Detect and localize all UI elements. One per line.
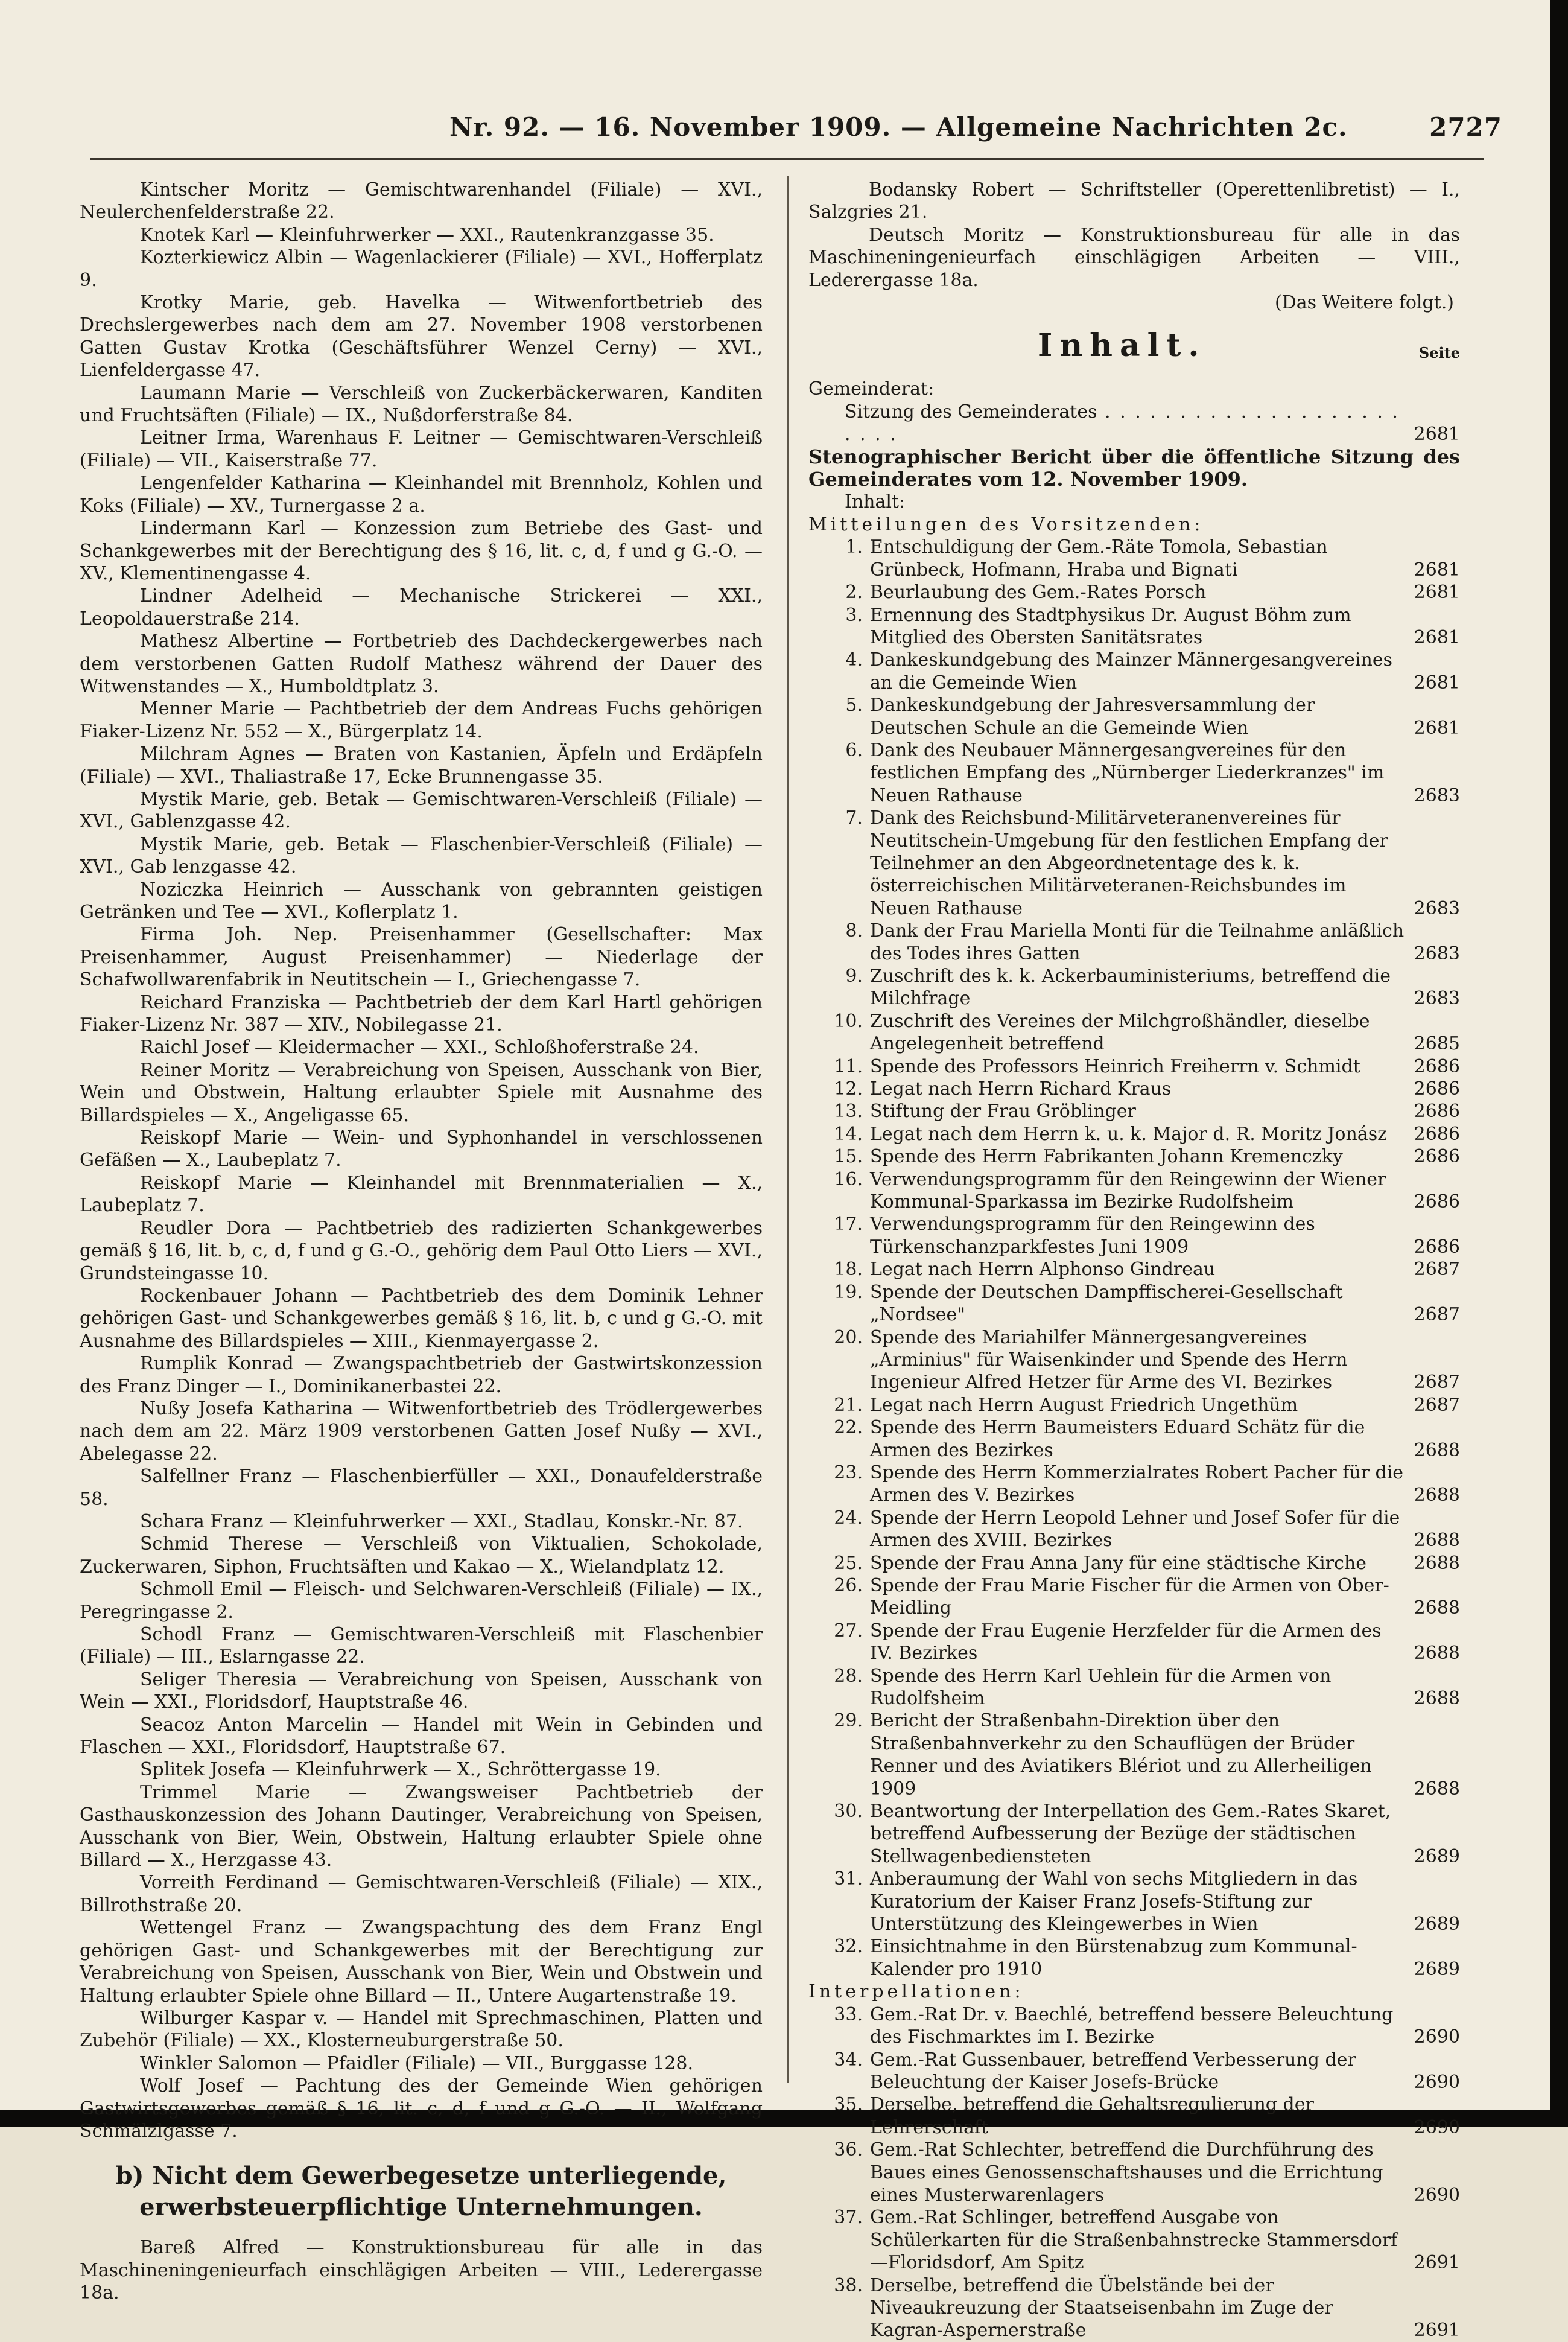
- left-column: [80, 179, 763, 2305]
- business-register-list: [80, 179, 763, 2142]
- toc-item-page: 2689: [1414, 1958, 1460, 1980]
- toc-item-page: 2687: [1414, 1394, 1460, 1416]
- toc-item-text: Verwendungsprogramm für den Reingewinn der Wiener Kommunal-Sparkassa im Bezirke Rudolfsheim: [870, 1168, 1386, 1213]
- toc-item-number: 21.: [834, 1394, 863, 1416]
- toc-item-number: 38.: [834, 2274, 863, 2296]
- toc-item[interactable]: [808, 1168, 1460, 1214]
- toc-item-number: 2.: [845, 582, 863, 603]
- register-entry: Krotky Marie, geb. Havelka — Witwenfortbetrieb des Drechslergewerbes nach dem am 27. November 1908 verstorbenen Gatten Gustav Krotka (Geschäftsführer Wenzel Cerny) — XVI., Lienfeldergasse 47.: [80, 292, 763, 381]
- toc-item-page: 2688: [1414, 1597, 1460, 1619]
- register-entry: Wettengel Franz — Zwangspachtung des dem Franz Engl gehörigen Gast- und Schankgewerbes mit der Berechtigung zur Verabreichung von Speisen, Ausschank von Bier, Wein und Obstwein und Haltung erlaubter Spiele ohne Billard — II., Untere Augartenstraße 19.: [80, 1917, 763, 2006]
- toc-item-page: 2681: [1414, 717, 1460, 739]
- register-entry: Leitner Irma, Warenhaus F. Leitner — Gemischtwaren-Verschleiß (Filiale) — VII., Kaiserstraße 77.: [80, 427, 763, 471]
- toc-item-text: Zuschrift des k. k. Ackerbauministeriums, betreffend die Milchfrage: [870, 966, 1391, 1010]
- register-entry: Schmoll Emil — Fleisch- und Selchwaren-Verschleiß (Filiale) — IX., Peregringasse 2.: [80, 1579, 763, 1623]
- toc-item-number: 7.: [845, 807, 863, 829]
- toc-item-page: 2686: [1414, 1146, 1460, 1168]
- toc-item-number: 33.: [834, 2003, 863, 2025]
- register-entry: Kozterkiewicz Albin — Wagenlackierer (Filiale) — XVI., Hofferplatz 9.: [80, 247, 763, 291]
- register-entry: Trimmel Marie — Zwangsweiser Pachtbetrieb der Gasthauskonzession des Johann Dautinger, Verabreichung von Speisen, Ausschank von Bier, Wein, Obstwein, Haltung erlaubter Spiele ohne Billard — X., Herzgasse 43.: [80, 1781, 763, 1871]
- toc-interpellationen-list: [808, 2003, 1460, 2342]
- register-entry: Rumplik Konrad — Zwangspachtbetrieb der Gastwirtskonzession des Franz Dinger — I., Dominikanerbastei 22.: [80, 1353, 763, 1397]
- register-entry: Reiner Moritz — Verabreichung von Speisen, Ausschank von Bier, Wein und Obstwein, Haltung erlaubter Spiele mit Ausnahme des Billardspieles — X., Angeligasse 65.: [80, 1059, 763, 1126]
- toc-item[interactable]: [808, 1010, 1460, 1055]
- toc-item-page: 2688: [1414, 1778, 1460, 1799]
- toc-item-text: Legat nach Herrn Richard Kraus: [870, 1078, 1172, 1100]
- toc-item-text: Spende des Herrn Baumeisters Eduard Schätz für die Armen des Bezirkes: [870, 1417, 1365, 1461]
- toc-item-page: 2686: [1414, 1123, 1460, 1145]
- toc-item-number: 25.: [834, 1552, 863, 1574]
- column-separator: [787, 176, 789, 2083]
- toc-item-number: 5.: [845, 695, 863, 716]
- toc-item-number: 17.: [834, 1214, 863, 1235]
- toc-item-number: 19.: [834, 1281, 863, 1303]
- toc-item[interactable]: [808, 965, 1460, 1010]
- toc-item-number: 20.: [834, 1326, 863, 1348]
- register-entry: Schmid Therese — Verschleiß von Viktualien, Schokolade, Zuckerwaren, Siphon, Fruchtsäften und Kakao — X., Wielandplatz 12.: [80, 1533, 763, 1577]
- toc-item[interactable]: [808, 1710, 1460, 1800]
- toc-item-text: Dank der Frau Mariella Monti für die Teilnahme anläßlich des Todes ihres Gatten: [870, 920, 1405, 964]
- toc-item-number: 22.: [834, 1417, 863, 1439]
- toc-item-number: 32.: [834, 1936, 863, 1958]
- toc-item-number: 11.: [834, 1055, 863, 1077]
- toc-item[interactable]: [808, 1800, 1460, 1868]
- toc-item-text: Gem.-Rat Schlechter, betreffend die Durchführung des Baues eines Genossenschaftshauses und die Errichtung eines Musterwarenlagers: [870, 2139, 1383, 2206]
- toc-item-page: 2687: [1414, 1304, 1460, 1326]
- toc-item-text: Derselbe, betreffend die Gehaltsregulierung der Lehrerschaft: [870, 2094, 1314, 2138]
- toc-item-page: 2683: [1414, 943, 1460, 964]
- toc-item-number: 8.: [845, 920, 863, 942]
- register-entry: Bareß Alfred — Konstruktionsbureau für alle in das Maschineningenieurfach einschlägigen Arbeiten — VIII., Lederergasse 18a.: [80, 2237, 763, 2304]
- continued-note: (Das Weitere folgt.): [1274, 292, 1454, 314]
- toc-item[interactable]: [808, 581, 1460, 603]
- page-header: [0, 107, 1514, 150]
- toc-item[interactable]: [808, 1416, 1460, 1462]
- toc-item[interactable]: [808, 1055, 1460, 1078]
- toc-item[interactable]: [808, 1574, 1460, 1620]
- right-column: [808, 179, 1460, 2342]
- toc-header: [808, 327, 1460, 377]
- toc-item[interactable]: [808, 604, 1460, 649]
- toc-item-page: 2686: [1414, 1078, 1460, 1100]
- toc-item-text: Verwendungsprogramm für den Reingewinn des Türkenschanzparkfestes Juni 1909: [870, 1214, 1315, 1258]
- toc-item-number: 14.: [834, 1123, 863, 1145]
- toc-item-page: 2686: [1414, 1055, 1460, 1077]
- toc-item-number: 24.: [834, 1507, 863, 1529]
- toc-inhalt-label: Inhalt:: [845, 491, 906, 513]
- toc-item[interactable]: [808, 1868, 1460, 1935]
- toc-item[interactable]: [808, 1507, 1460, 1552]
- toc-item-number: 34.: [834, 2049, 863, 2070]
- toc-item[interactable]: [808, 1281, 1460, 1326]
- toc-item-text: Dankeskundgebung des Mainzer Männergesangvereines an die Gemeinde Wien: [870, 649, 1392, 693]
- toc-item[interactable]: [808, 1935, 1460, 1981]
- toc-item-text: Entschuldigung der Gem.-Räte Tomola, Sebastian Grünbeck, Hofmann, Hraba und Bignati: [870, 536, 1328, 581]
- toc-item[interactable]: [808, 1665, 1460, 1710]
- toc-item-text: Anberaumung der Wahl von sechs Mitgliedern in das Kuratorium der Kaiser Franz Josefs-Stiftung zur Unterstützung des Kleingewerbes in Wien: [870, 1868, 1358, 1935]
- toc-mitteilungen-list: [808, 536, 1460, 1981]
- toc-item[interactable]: [808, 2049, 1460, 2094]
- toc-item[interactable]: [808, 1462, 1460, 1507]
- toc-item-number: 35.: [834, 2094, 863, 2116]
- register-entry: Reiskopf Marie — Kleinhandel mit Brennmaterialien — X., Laubeplatz 7.: [80, 1172, 763, 1217]
- toc-item-number: 23.: [834, 1462, 863, 1483]
- toc-item[interactable]: [808, 2093, 1460, 2139]
- toc-item-page: 2688: [1414, 1530, 1460, 1551]
- toc-item-text: Einsichtnahme in den Bürstenabzug zum Kommunal-Kalender pro 1910: [870, 1936, 1357, 1980]
- header-title: Nr. 92. — 16. November 1909. — Allgemeine Nachrichten 2c.: [449, 112, 1348, 142]
- toc-item-number: 15.: [834, 1146, 863, 1168]
- register-entry: Noziczka Heinrich — Ausschank von gebrannten geistigen Getränken und Tee — XVI., Koflerplatz 1.: [80, 879, 763, 923]
- toc-mitteilungen-label: Mitteilungen des Vorsitzenden:: [808, 514, 1204, 535]
- toc-item-text: Derselbe, betreffend die Übelstände bei der Niveaukreuzung der Staatseisenbahn im Zuge der Kagran-Aspernerstraße: [870, 2274, 1333, 2341]
- toc-item-text: Legat nach Herrn August Friedrich Ungethüm: [870, 1394, 1298, 1416]
- toc-item-text: Spende des Herrn Karl Uehlein für die Armen von Rudolfsheim: [870, 1665, 1332, 1709]
- business-register-list-b: [80, 2236, 763, 2304]
- toc-item-text: Spende der Herrn Leopold Lehner und Josef Sofer für die Armen des XVIII. Bezirkes: [870, 1507, 1400, 1551]
- toc-item-page: 2681: [1414, 559, 1460, 581]
- register-entry: Lengenfelder Katharina — Kleinhandel mit Brennholz, Kohlen und Koks (Filiale) — XV., Turnergasse 2 a.: [80, 473, 763, 517]
- toc-item[interactable]: [808, 1078, 1460, 1100]
- toc-interpellationen-label: Interpellationen:: [808, 1981, 1024, 2003]
- toc-item-page: 2689: [1414, 1914, 1460, 1935]
- toc-item-text: Spende der Frau Marie Fischer für die Armen von Ober-Meidling: [870, 1574, 1389, 1619]
- register-entry: Firma Joh. Nep. Preisenhammer (Gesellschafter: Max Preisenhammer, August Preisenhammer) — Niederlage der Schafwollwarenfabrik in Neutitschein — I., Griechengasse 7.: [80, 924, 763, 991]
- toc-item-page: 2691: [1414, 2252, 1460, 2274]
- toc-item[interactable]: [808, 1145, 1460, 1168]
- toc-item-number: 12.: [834, 1078, 863, 1100]
- toc-item-page: 2685: [1414, 1033, 1460, 1055]
- toc-item-text: Legat nach dem Herrn k. u. k. Major d. R. Moritz Jonász: [870, 1123, 1387, 1145]
- toc-item-page: 2681: [1414, 672, 1460, 693]
- toc-item-text: Beurlaubung des Gem.-Rates Porsch: [870, 582, 1207, 603]
- register-entry: Milchram Agnes — Braten von Kastanien, Äpfeln und Erdäpfeln (Filiale) — XVI., Thaliastraße 17, Ecke Brunnengasse 35.: [80, 743, 763, 788]
- toc-item-page: 2687: [1414, 1259, 1460, 1281]
- toc-item-page: 2689: [1414, 1845, 1460, 1867]
- toc-item-page: 2688: [1414, 1439, 1460, 1461]
- toc-item[interactable]: [808, 1123, 1460, 1145]
- toc-item-page: 2687: [1414, 1372, 1460, 1393]
- toc-item-number: 10.: [834, 1010, 863, 1032]
- page-number: 2727: [1429, 112, 1502, 142]
- toc-item-page: 2686: [1414, 1236, 1460, 1258]
- toc-item-text: Beantwortung der Interpellation des Gem.-Rates Skaret, betreffend Aufbesserung der Bezüge der städtischen Stellwagenbediensteten: [870, 1801, 1391, 1867]
- toc-item[interactable]: [808, 1620, 1460, 1665]
- toc-item-page: 2688: [1414, 1484, 1460, 1506]
- toc-item-text: Legat nach Herrn Alphonso Gindreau: [870, 1259, 1216, 1281]
- toc-item-number: 31.: [834, 1868, 863, 1890]
- toc-sitzung-page: 2681: [1414, 424, 1460, 445]
- toc-item-number: 28.: [834, 1665, 863, 1687]
- toc-item-number: 6.: [845, 739, 863, 761]
- register-entry: Reichard Franziska — Pachtbetrieb der dem Karl Hartl gehörigen Fiaker-Lizenz Nr. 387 — XIV., Nobilegasse 21.: [80, 991, 763, 1036]
- toc-item[interactable]: [808, 2139, 1460, 2206]
- toc-item-page: 2690: [1414, 2116, 1460, 2138]
- register-entry: Vorreith Ferdinand — Gemischtwaren-Verschleiß (Filiale) — XIX., Billrothstraße 20.: [80, 1872, 763, 1916]
- toc-sitzung-text: Sitzung des Gemeinderates . . . . . . . . . . . . . . . . . . . . . . . .: [845, 401, 1400, 445]
- register-entry: Bodansky Robert — Schriftsteller (Operettenlibretist) — I., Salzgries 21.: [808, 179, 1460, 223]
- register-entry: Mathesz Albertine — Fortbetrieb des Dachdeckergewerbes nach dem verstorbenen Gatten Rudolf Mathesz während der Dauer des Witwenstandes — X., Humboldtplatz 3.: [80, 631, 763, 697]
- register-entry: Kintscher Moritz — Gemischtwarenhandel (Filiale) — XVI., Neulerchenfelderstraße 22.: [80, 179, 763, 223]
- toc-item-number: 30.: [834, 1801, 863, 1822]
- toc-item-page: 2683: [1414, 897, 1460, 919]
- toc-item-number: 27.: [834, 1620, 863, 1641]
- toc-item[interactable]: [808, 807, 1460, 920]
- toc-item-number: 16.: [834, 1168, 863, 1190]
- register-entry: Laumann Marie — Verschleiß von Zuckerbäckerwaren, Kanditen und Fruchtsäften (Filiale) — IX., Nußdorferstraße 84.: [80, 382, 763, 427]
- toc-item-text: Ernennung des Stadtphysikus Dr. August Böhm zum Mitglied des Obersten Sanitätsrates: [870, 604, 1351, 648]
- toc-title: Inhalt.: [1038, 327, 1207, 364]
- toc-item-text: Bericht der Straßenbahn-Direktion über den Straßenbahnverkehr zu den Schauflügen der Brüder Renner und des Aviatikers Blériot und zu Allerheiligen 1909: [870, 1710, 1372, 1799]
- register-entry: Rockenbauer Johann — Pachtbetrieb des dem Dominik Lehner gehörigen Gast- und Schankgewerbes gemäß § 16, lit. b, c und g G.-O. mit Ausnahme des Billardspieles — XIII., Kienmayergasse 2.: [80, 1285, 763, 1352]
- toc-item-text: Dank des Neubauer Männergesangvereines für den festlichen Empfang des „Nürnberger Liederkranzes" im Neuen Rathause: [870, 739, 1385, 806]
- toc-item[interactable]: [808, 1258, 1460, 1281]
- toc-item-number: 37.: [834, 2207, 863, 2229]
- toc-item[interactable]: [808, 2274, 1460, 2342]
- toc-item-number: 36.: [834, 2139, 863, 2161]
- toc-item-page: 2686: [1414, 1191, 1460, 1213]
- register-entry: Nußy Josefa Katharina — Witwenfortbetrieb des Trödlergewerbes nach dem am 22. März 1909 verstorbenen Gatten Josef Nußy — XVI., Abelegasse 22.: [80, 1398, 763, 1465]
- register-entry: Schodl Franz — Gemischtwaren-Verschleiß mit Flaschenbier (Filiale) — III., Eslarngasse 22.: [80, 1624, 763, 1668]
- register-entry: Schara Franz — Kleinfuhrwerker — XXI., Stadlau, Konskr.-Nr. 87.: [140, 1510, 743, 1532]
- register-entry: Knotek Karl — Kleinfuhrwerker — XXI., Rautenkranzgasse 35.: [140, 224, 714, 246]
- toc-item-text: Spende des Herrn Kommerzialrates Robert Pacher für die Armen des V. Bezirkes: [870, 1462, 1404, 1506]
- toc-item-text: Gem.-Rat Dr. v. Baechlé, betreffend bessere Beleuchtung des Fischmarktes im I. Bezirke: [870, 2003, 1394, 2048]
- toc-item-number: 29.: [834, 1710, 863, 1732]
- register-entry: Raichl Josef — Kleidermacher — XXI., Schloßhoferstraße 24.: [140, 1037, 699, 1058]
- toc-gemeinderat-label: Gemeinderat:: [808, 378, 935, 400]
- toc-item-page: 2688: [1414, 1643, 1460, 1664]
- register-entry: Winkler Salomon — Pfaidler (Filiale) — VII., Burggasse 128.: [140, 2052, 693, 2074]
- toc-item[interactable]: [808, 2003, 1460, 2049]
- toc-item-text: Spende der Deutschen Dampffischerei-Gesellschaft „Nordsee": [870, 1281, 1343, 1326]
- toc-item-page: 2686: [1414, 1101, 1460, 1122]
- toc-item-text: Spende des Herrn Fabrikanten Johann Kremenczky: [870, 1146, 1343, 1168]
- toc-item-page: 2690: [1414, 2184, 1460, 2206]
- header-rule: [90, 158, 1484, 162]
- register-entry: Reudler Dora — Pachtbetrieb des radizierten Schankgewerbes gemäß § 16, lit. b, c, d, f und g G.-O., gehörig dem Paul Otto Liers — XVI., Grundsteingasse 10.: [80, 1217, 763, 1284]
- toc-item-page: 2691: [1414, 2320, 1460, 2341]
- toc-item-number: 13.: [834, 1101, 863, 1122]
- register-entry: Lindermann Karl — Konzession zum Betriebe des Gast- und Schankgewerbes mit der Berechtigung des § 16, lit. c, d, f und g G.-O. — XV., Klementinengasse 4.: [80, 518, 763, 584]
- toc-item[interactable]: [808, 2206, 1460, 2274]
- register-entry: Mystik Marie, geb. Betak — Gemischtwaren-Verschleiß (Filiale) — XVI., Gablenzgasse 42.: [80, 788, 763, 833]
- toc-item[interactable]: [808, 694, 1460, 739]
- toc-item-text: Spende der Frau Anna Jany für eine städtische Kirche: [870, 1552, 1366, 1574]
- toc-item-text: Gem.-Rat Gussenbauer, betreffend Verbesserung der Beleuchtung der Kaiser Josefs-Brücke: [870, 2049, 1356, 2093]
- toc-item-page: 2683: [1414, 784, 1460, 806]
- toc-item-text: Stiftung der Frau Gröblinger: [870, 1101, 1136, 1122]
- toc-item-page: 2690: [1414, 2071, 1460, 2093]
- toc-item-text: Spende des Professors Heinrich Freiherrn v. Schmidt: [870, 1055, 1360, 1077]
- toc-bericht-heading: Stenographischer Bericht über die öffentliche Sitzung des Gemeinderates vom 12. November 1909.: [808, 445, 1460, 491]
- toc-item[interactable]: [808, 1552, 1460, 1574]
- toc-item-page: 2681: [1414, 582, 1460, 603]
- register-entry: Splitek Josefa — Kleinfuhrwerk — X., Schröttergasse 19.: [140, 1759, 661, 1781]
- toc-page-label: Seite: [1418, 344, 1460, 362]
- toc-item-text: Gem.-Rat Schlinger, betreffend Ausgabe von Schülerkarten für die Straßenbahnstrecke Stammersdorf—Floridsdorf, Am Spitz: [870, 2207, 1398, 2274]
- toc-item-page: 2688: [1414, 1552, 1460, 1574]
- toc-item[interactable]: [808, 1394, 1460, 1416]
- toc-item-text: Zuschrift des Vereines der Milchgroßhändler, dieselbe Angelegenheit betreffend: [870, 1010, 1370, 1055]
- register-entry: Reiskopf Marie — Wein- und Syphonhandel in verschlossenen Gefäßen — X., Laubeplatz 7.: [80, 1127, 763, 1171]
- toc-item-text: Spende des Mariahilfer Männergesangvereines „Arminius" für Waisenkinder und Spende des Herrn Ingenieur Alfred Hetzer für Arme des VI. Bezirkes: [870, 1326, 1348, 1393]
- register-entry: Seliger Theresia — Verabreichung von Speisen, Ausschank von Wein — XXI., Floridsdorf, Hauptstraße 46.: [80, 1669, 763, 1713]
- toc-item-page: 2688: [1414, 1688, 1460, 1709]
- toc-item-number: 1.: [845, 536, 863, 558]
- scan-border-right: [1550, 0, 1568, 2127]
- register-entry: Menner Marie — Pachtbetrieb der dem Andreas Fuchs gehörigen Fiaker-Lizenz Nr. 552 — X., Bürgerplatz 14.: [80, 698, 763, 742]
- register-entry: Salfellner Franz — Flaschenbierfüller — XXI., Donaufelderstraße 58.: [80, 1466, 763, 1510]
- register-entry: Wilburger Kaspar v. — Handel mit Sprechmaschinen, Platten und Zubehör (Filiale) — XX., Klosterneuburgerstraße 50.: [80, 2007, 763, 2052]
- register-entry: Seacoz Anton Marcelin — Handel mit Wein in Gebinden und Flaschen — XXI., Floridsdorf, Hauptstraße 67.: [80, 1714, 763, 1758]
- toc-item-number: 9.: [845, 966, 863, 987]
- toc-item-number: 26.: [834, 1574, 863, 1596]
- toc-item[interactable]: [808, 536, 1460, 581]
- toc-item-number: 4.: [845, 649, 863, 671]
- toc-item-number: 3.: [845, 604, 863, 626]
- toc-item-text: Spende der Frau Eugenie Herzfelder für die Armen des IV. Bezirkes: [870, 1620, 1382, 1664]
- toc-item-text: Dank des Reichsbund-Militärveteranenvereines für Neutitschein-Umgebung für den festlichen Empfang der Teilnehmer an den Abgeordnetentage des k. k. österreichischen Militärveteranen-Reichsbundes im Neuen Rathause: [870, 807, 1388, 919]
- toc-item[interactable]: [808, 1326, 1460, 1394]
- toc-item-text: Dankeskundgebung der Jahresversammlung der Deutschen Schule an die Gemeinde Wien: [870, 695, 1315, 739]
- register-entry: Wolf Josef — Pachtung des der Gemeinde Wien gehörigen Gastwirtsgewerbes gemäß § 16, lit. c, d, f und g G.-O. — II., Wolfgang Schmälzlgasse 7.: [80, 2075, 763, 2142]
- toc-item-number: 18.: [834, 1259, 863, 1281]
- register-entry: Deutsch Moritz — Konstruktionsbureau für alle in das Maschineningenieurfach einschlägigen Arbeiten — VIII., Lederergasse 18a.: [808, 224, 1460, 291]
- toc-item-page: 2683: [1414, 988, 1460, 1010]
- register-entry: Lindner Adelheid — Mechanische Strickerei — XXI., Leopoldauerstraße 214.: [80, 585, 763, 629]
- toc-item[interactable]: [808, 920, 1460, 965]
- toc-item[interactable]: [808, 739, 1460, 807]
- toc-sitzung-row[interactable]: [808, 401, 1460, 446]
- toc-item[interactable]: [808, 649, 1460, 694]
- register-entry: Mystik Marie, geb. Betak — Flaschenbier-Verschleiß (Filiale) — XVI., Gab lenzgasse 42.: [80, 833, 763, 878]
- toc-item-page: 2690: [1414, 2026, 1460, 2048]
- toc-item[interactable]: [808, 1213, 1460, 1258]
- section-b-heading: b) Nicht dem Gewerbegesetze unterliegende, erwerbsteuerpflichtige Unternehmungen.: [115, 2162, 727, 2222]
- toc-item-page: 2681: [1414, 626, 1460, 648]
- toc-item[interactable]: [808, 1100, 1460, 1122]
- business-register-list-b-continued: [808, 179, 1460, 291]
